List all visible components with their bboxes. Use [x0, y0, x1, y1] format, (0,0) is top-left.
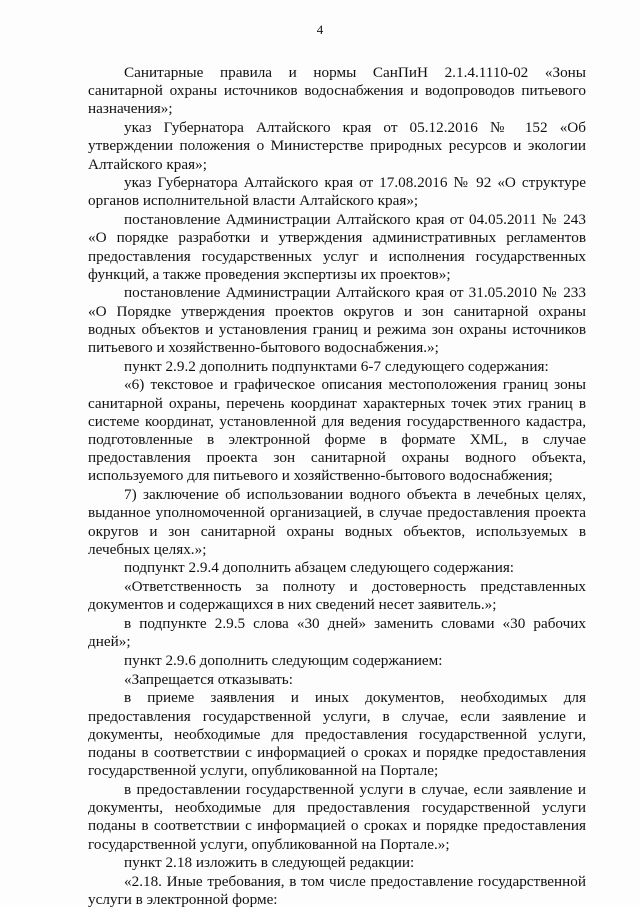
- paragraph-responsibility: «Ответственность за полноту и достоверность представленных документов и содержащихся в них сведений несет заявитель.»;: [88, 578, 586, 614]
- paragraph-refusal-acceptance: в приеме заявления и иных документов, необходимых для предоставления государственной услуги, в случае, если заявление и документы, необходимые для предоставления государственной услуги, поданы в соответствии с информацией о сроках и порядке предоставления государственной услуги, опубликованной на Портале;: [88, 689, 586, 780]
- paragraph-item-2-9-2: пункт 2.9.2 дополнить подпунктами 6-7 следующего содержания:: [124, 357, 549, 375]
- paragraph-sanpin: Санитарные правила и нормы СанПиН 2.1.4.1110-02 «Зоны санитарной охраны источников водоснабжения и водопроводов питьевого назначения»;: [88, 64, 586, 118]
- paragraph-item-2-9-6: пункт 2.9.6 дополнить следующим содержанием:: [124, 652, 443, 669]
- document-body: [88, 64, 586, 909]
- paragraph-resolution-233: постановление Администрации Алтайского края от 31.05.2010 № 233 «О Порядке утверждения проектов округов и зон санитарной охраны водных объектов и установления границ и режима зон охраны источников питьевого и хозяйственно-бытового водоснабжения.»;: [88, 284, 586, 357]
- page-number: 4: [316, 22, 324, 37]
- paragraph-subitem-6: «6) текстовое и графическое описания местоположения границ зоны санитарной охраны, перечень координат характерных точек этих границ в системе координат, установленной для ведения государственного кадастра, подготовленные в электронной форме в формате XML, в случае предоставления проекта зон санитарной охраны водного объекта, используемого для питьевого и хозяйственно-бытового водоснабжения;: [88, 376, 586, 485]
- paragraph-decree-92: указ Губернатора Алтайского края от 17.08.2016 № 92 «О структуре органов исполнительной власти Алтайского края»;: [88, 174, 586, 210]
- paragraph-item-2-9-5: в подпункте 2.9.5 слова «30 дней» заменить словами «30 рабочих дней»;: [88, 615, 586, 651]
- paragraph-resolution-243: постановление Администрации Алтайского края от 04.05.2011 № 243 «О порядке разработки и утверждения административных регламентов предоставления государственных услуг и исполнения государственных функций, а также проведения экспертизы их проектов»;: [88, 211, 586, 283]
- paragraph-subitem-7: 7) заключение об использовании водного объекта в лечебных целях, выданное уполномоченной организацией, в случае предоставления проекта округов и зон санитарной охраны водных объектов, используемых в лечебных целях.»;: [88, 486, 586, 558]
- paragraph-item-2-18: пункт 2.18 изложить в следующей редакции:: [124, 854, 415, 872]
- paragraph-decree-152: указ Губернатора Алтайского края от 05.12.2016 № 152 «Об утверждении положения о Министерстве природных ресурсов и экологии Алтайского края»;: [88, 119, 586, 173]
- paragraph-prohibited: «Запрещается отказывать:: [124, 670, 293, 688]
- paragraph-refusal-provision: в предоставлении государственной услуги в случае, если заявление и документы, необходимые для предоставления государственной услуги поданы в соответствии с информацией о сроках и порядке предоставления государственной услуги, опубликованной на Портале.»;: [88, 780, 586, 853]
- paragraph-item-2-9-4: подпункт 2.9.4 дополнить абзацем следующего содержания:: [124, 559, 515, 577]
- paragraph-other-requirements: «2.18. Иные требования, в том числе предоставление государственной услуги в электронной форме:: [88, 872, 586, 909]
